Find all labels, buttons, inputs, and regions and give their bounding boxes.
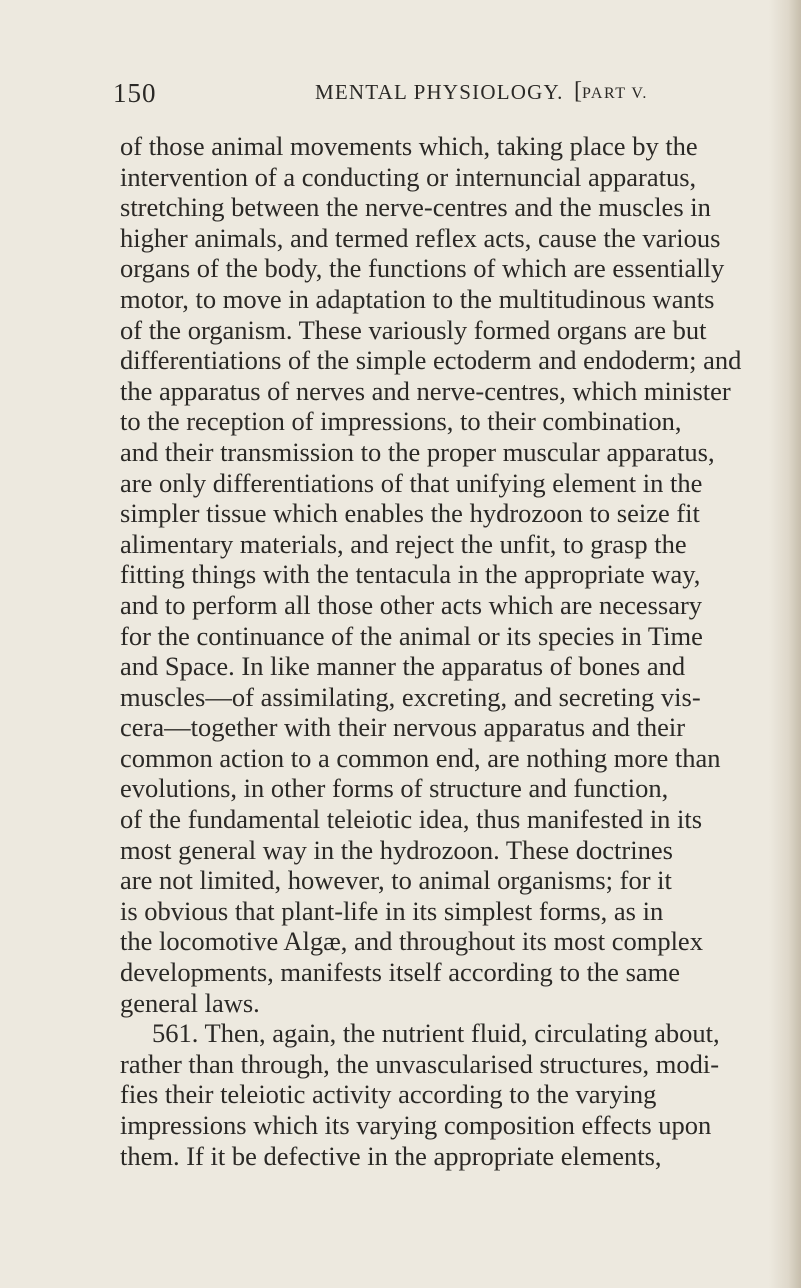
text-line: evolutions, in other forms of structure and function,: [120, 773, 669, 804]
text-line: the apparatus of nerves and nerve-centres, which minister: [120, 375, 731, 406]
text-line: rather than through, the unvascularised structures, modi-: [120, 1048, 720, 1079]
text-line: general laws.: [120, 987, 260, 1018]
text-line: of those animal movements which, taking place by the: [120, 131, 698, 161]
text-line: are not limited, however, to animal organisms; for it: [120, 865, 672, 896]
text-line: alimentary materials, and reject the unfit, to grasp the: [120, 528, 687, 559]
part-bracket: [: [574, 78, 582, 104]
text-line: of the fundamental teleiotic idea, thus manifested in its: [120, 804, 703, 835]
page-number: 150: [113, 78, 157, 108]
running-header: [0, 78, 801, 114]
text-line: motor, to move in adaptation to the multitudinous wants: [120, 283, 715, 314]
text-line: is obvious that plant-life in its simplest forms, as in: [120, 895, 664, 926]
text-line: to the reception of impressions, to their combination,: [120, 406, 682, 437]
text-line: the locomotive Algæ, and throughout its most complex: [120, 926, 703, 957]
text-line: and Space. In like manner the apparatus of bones and: [120, 651, 686, 682]
part-label: [574, 78, 648, 105]
paragraph-561-start: 561. Then, again, the nutrient fluid, circulating about,: [152, 1018, 720, 1049]
text-line: cera—together with their nervous apparatus and their: [120, 712, 686, 743]
text-line: higher animals, and termed reflex acts, cause the various: [120, 222, 721, 253]
text-line: for the continuance of the animal or its species in Time: [120, 620, 703, 651]
text-line: muscles—of assimilating, excreting, and secreting vis-: [120, 681, 701, 712]
text-line: fitting things with the tentacula in the appropriate way,: [120, 559, 701, 590]
text-line: common action to a common end, are nothing more than: [120, 742, 721, 773]
text-line: and their transmission to the proper muscular apparatus,: [120, 436, 715, 467]
text-line: differentiations of the simple ectoderm and endoderm; and: [120, 345, 742, 376]
text-line: them. If it be defective in the appropriate elements,: [120, 1140, 662, 1171]
part-label-text: PART V.: [582, 85, 648, 102]
text-line: simpler tissue which enables the hydrozoon to seize fit: [120, 498, 700, 529]
text-line: of the organism. These variously formed organs are but: [120, 314, 707, 345]
text-line: most general way in the hydrozoon. These doctrines: [120, 834, 673, 865]
text-line: fies their teleiotic activity according to the varying: [120, 1079, 657, 1110]
text-line: and to perform all those other acts which are necessary: [120, 589, 703, 620]
text-line: developments, manifests itself according to the same: [120, 957, 681, 988]
running-title: MENTAL PHYSIOLOGY.: [315, 80, 564, 104]
text-line: are only differentiations of that unifying element in the: [120, 467, 703, 498]
body-text: [120, 131, 790, 1171]
text-line: impressions which its varying composition effects upon: [120, 1110, 712, 1140]
text-line: organs of the body, the functions of which are essentially: [120, 253, 725, 284]
text-line: intervention of a conducting or internuncial apparatus,: [120, 161, 697, 192]
text-line: stretching between the nerve-centres and the muscles in: [120, 192, 711, 223]
